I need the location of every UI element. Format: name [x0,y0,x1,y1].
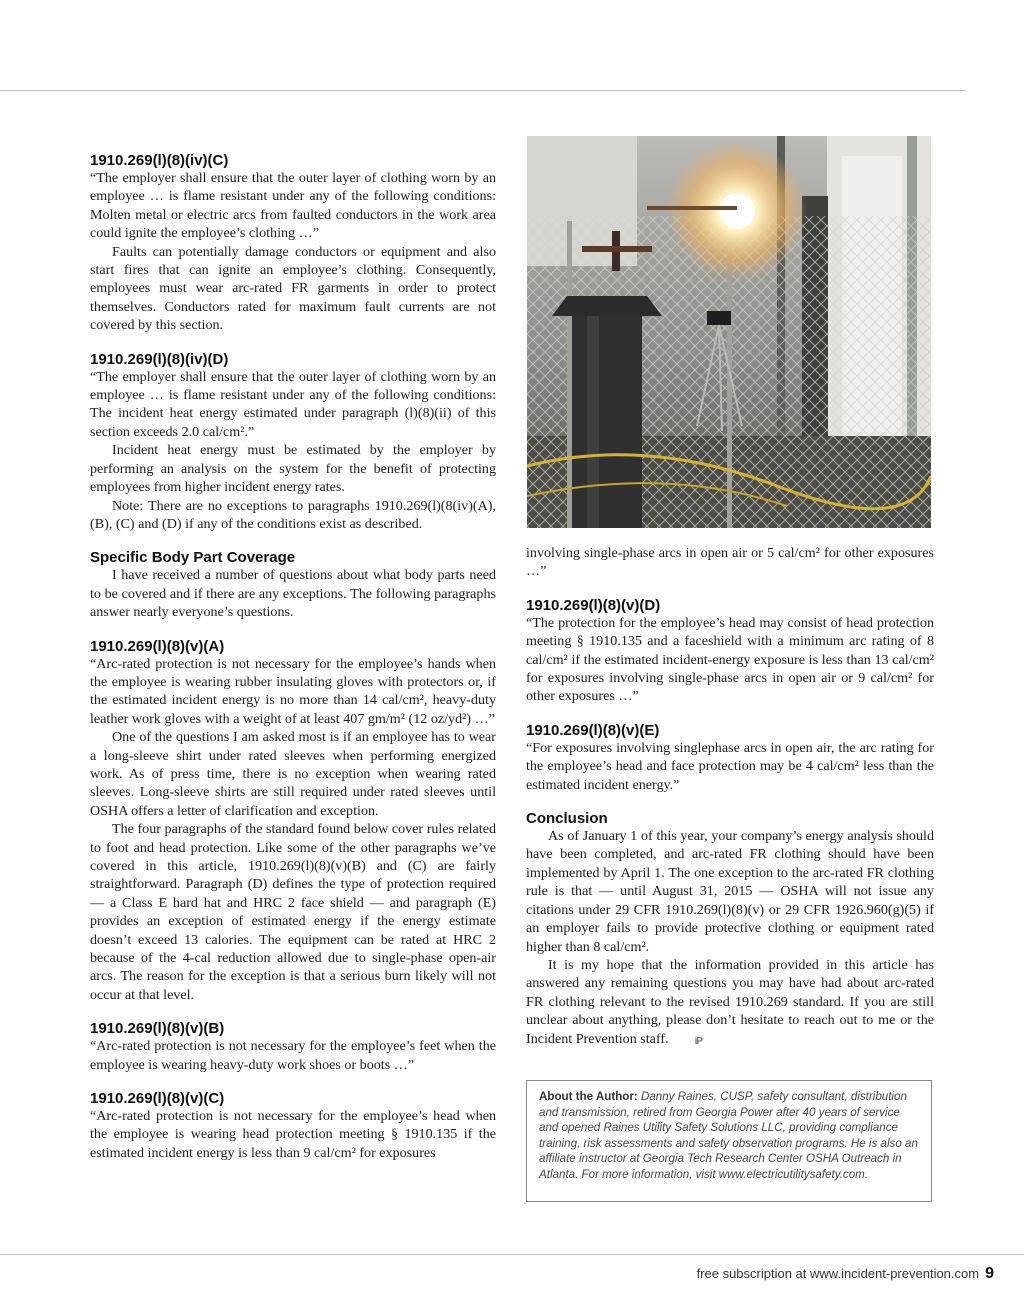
body-paragraph: “For exposures involving singlephase arcs in open air, the arc rating for the employee’s head and face protection may be 4 cal/cm² less than the estimated incident energy.” [526,739,934,793]
section-heading: 1910.269(l)(8)(v)(D) [526,596,661,614]
section-iv-d [90,351,496,534]
section-conclusion [526,810,934,1051]
closing-text: It is my hope that the information provided in this article has answered any remaining questions you may have had about arc-rated FR clothing relevant to the revised 1910.269 standard. If you are still unclear about anything, please don’t hesitate to reach out to me or the Incident Prevention staff. [526,956,934,1047]
left-column [90,152,496,1178]
section-heading: 1910.269(l)(8)(v)(C) [90,1090,225,1108]
footer-rule [0,1254,1024,1255]
author-label: About the Author: [539,1090,638,1103]
section-v-d [526,597,934,706]
body-paragraph [526,956,934,1051]
subscription-link[interactable]: free subscription at www.incident-prevention.com [696,1266,980,1281]
body-paragraph: “The employer shall ensure that the outer layer of clothing worn by an employee … is flame resistant under any of the following conditions: The incident heat energy estimated under paragraph (l)(8)(ii) of this section exceeds 2.0 cal/cm².” [90,368,496,440]
section-heading: 1910.269(l)(8)(iv)(C) [90,152,229,169]
continuation [526,544,934,581]
arc-flash-test-photo-icon [527,136,931,528]
about-the-author-box [526,1080,932,1202]
section-v-c [90,1090,496,1162]
section-heading: Conclusion [526,810,608,828]
body-paragraph: I have received a number of questions about what body parts need to be covered and if there are any exceptions. The following paragraphs answer nearly everyone’s questions. [90,567,496,621]
body-paragraph: The four paragraphs of the standard found below cover rules related to foot and head protection. Like some of the other paragraphs we’ve covered in this article, 1910.269(l)(8)(v)(B) and (C) are fairly straightforward. Paragraph (D) defines the type of protection required — a Class E hard hat and HRC 2 face shield — and paragraph (E) provides an exception of estimated energy if the energy estimate doesn’t exceed 13 calories. The equipment can be rated at HRC 2 because of the 4-cal reduction allowed due to single-phase open-air arcs. The reason for the exception is that a serious burn likely will not occur at that level. [90,821,496,1003]
section-body-part-coverage [90,549,496,621]
body-paragraph: “The protection for the employee’s head may consist of head protection meeting § 1910.135 and a faceshield with a minimum arc rating of 8 cal/cm² if the estimated incident-energy exposure is less than 13 cal/cm² for exposures involving single-phase arcs in open air or 9 cal/cm² for other exposures …” [526,614,934,705]
section-heading: 1910.269(l)(8)(v)(A) [90,637,225,655]
section-heading: 1910.269(l)(8)(v)(B) [90,1020,225,1038]
body-paragraph: “The employer shall ensure that the outer layer of clothing worn by an employee … is flame resistant under any of the following conditions: Molten metal or electric arcs from faulted conductors in the work area could ignite the employee’s clothing …” [90,170,496,242]
section-v-a [90,638,496,1005]
author-bio: Danny Raines, CUSP, safety consultant, distribution and transmission, retired from Georgia Power after 40 years of service and opened Raines Utility Safety Solutions LLC, providing compliance training, risk assessments and safety observation programs. He is also an affiliate instructor at Georgia Tech Research Center OSHA Outreach in Atlanta. For more information, visit www.electricutilitysafety.com. [539,1090,918,1181]
arc-flash-photo [527,136,931,528]
body-paragraph: “Arc-rated protection is not necessary for the employee’s feet when the employee is wearing heavy-duty work shoes or boots …” [90,1038,496,1073]
section-v-b [90,1020,496,1074]
header-rule [0,90,966,91]
section-heading: 1910.269(l)(8)(v)(E) [526,721,660,739]
body-paragraph: One of the questions I am asked most is if an employee has to wear a long-sleeve shirt under rated sleeves when performing energized work. As of press time, there is no exception when wearing rated sleeves. Long-sleeve shirts are still required under rated sleeves until OSHA offers a letter of clarification and exception. [90,729,496,819]
body-paragraph: Incident heat energy must be estimated by the employer by performing an analysis on the system for the benefit of protecting employees from higher incident energy rates. [90,442,496,496]
ip-end-mark-icon: iP [694,1035,703,1047]
section-v-e [526,722,934,794]
body-paragraph: Faults can potentially damage conductors or equipment and also start fires that can ignite an employee’s clothing. Consequently, employees must wear arc-rated FR garments in order to protect themselves. Conductors rated for maximum fault currents are not covered by this section. [90,243,496,334]
page-footer [697,1264,994,1284]
section-heading: Specific Body Part Coverage [90,549,296,567]
continued-paragraph: involving single-phase arcs in open air or 5 cal/cm² for other exposures …” [526,545,934,580]
page-number: 9 [985,1265,994,1282]
body-paragraph: “Arc-rated protection is not necessary for the employee’s head when the employee is wearing head protection meeting § 1910.135 if the estimated incident energy is less than 9 cal/cm² for exposures [90,1108,496,1161]
body-paragraph: Note: There are no exceptions to paragraphs 1910.269(l)(8(iv)(A), (B), (C) and (D) if any of the conditions exist as described. [90,497,496,532]
section-iv-c [90,152,496,335]
body-paragraph: “Arc-rated protection is not necessary for the employee’s hands when the employee is wearing rubber insulating gloves with protectors or, if the estimated incident energy is no more than 14 cal/cm², heavy-duty leather work gloves with a weight of at least 407 gm/m² (12 oz/yd²) …” [90,655,496,727]
body-paragraph: As of January 1 of this year, your company’s energy analysis should have been completed, and arc-rated FR clothing should have been implemented by April 1. The one exception to the arc-rated FR clothing rule is that — until August 31, 2015 — OSHA will not issue any citations under 29 CFR 1910.269(l)(8)(v) or 29 CFR 1926.960(g)(5) if an employer fails to provide protective clothing or equipment rated higher than 8 cal/cm². [526,828,934,955]
section-heading: 1910.269(l)(8)(iv)(D) [90,350,229,368]
right-column [526,544,934,1067]
